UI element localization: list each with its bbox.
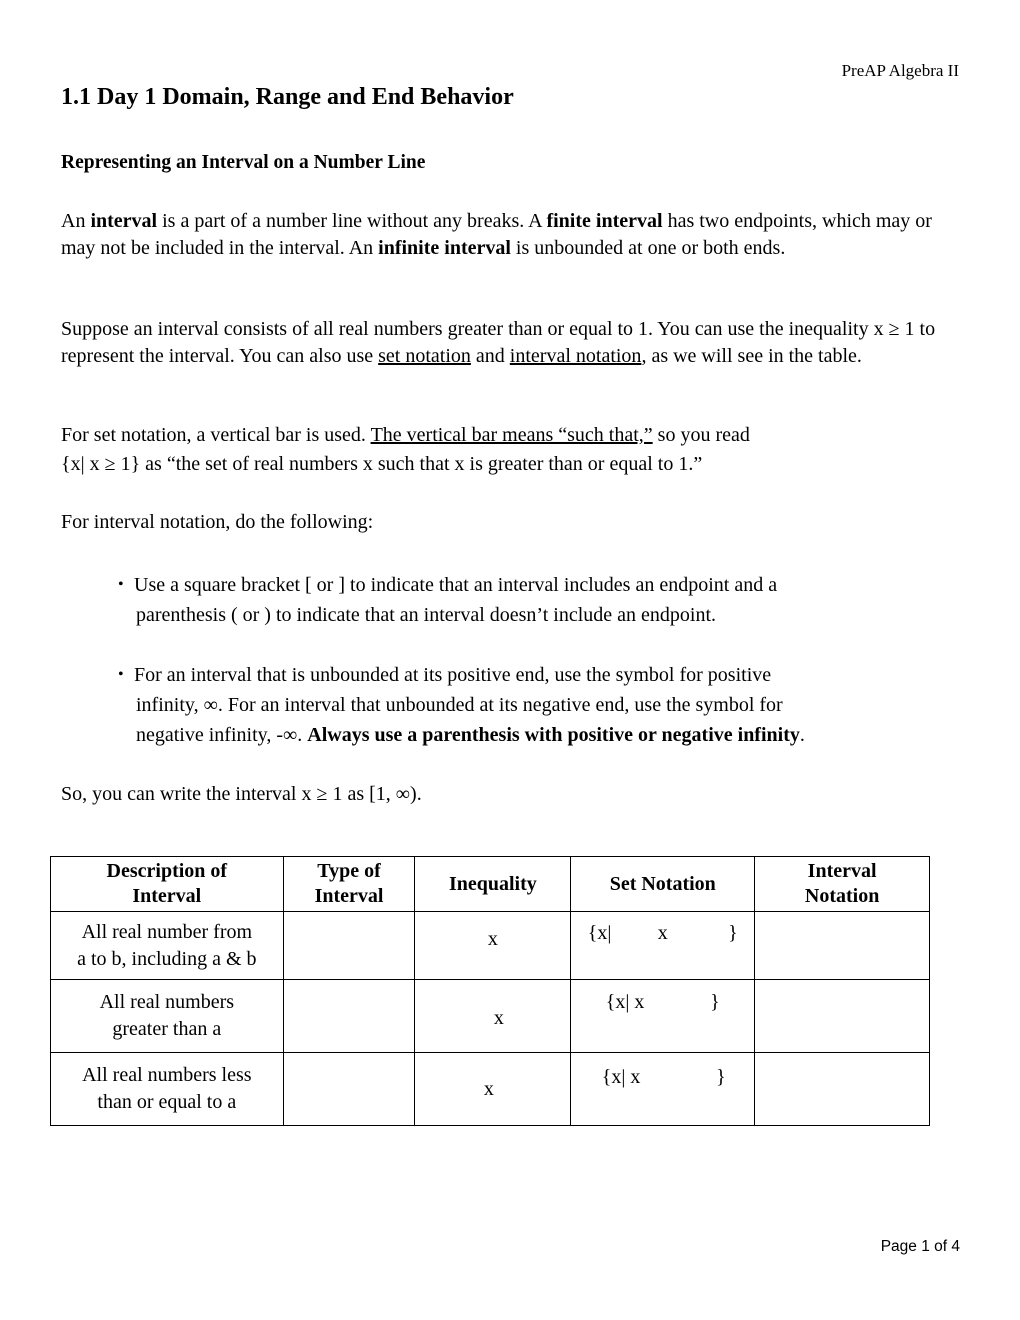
cell-set-notation: {x| x } (571, 980, 755, 1053)
cell-set-notation: {x| x } (571, 912, 755, 980)
text: An (61, 210, 91, 232)
interval-notation-table (50, 856, 930, 1126)
cell-type-blank (283, 912, 415, 980)
bullet-icon: • (118, 666, 124, 683)
cell-description: All real number from a to b, including a & b (51, 912, 284, 980)
cell-type-blank (283, 980, 415, 1053)
example-paragraph (61, 316, 961, 370)
text: , as we will see in the table. (641, 345, 862, 367)
term-set-notation: set notation (378, 345, 471, 367)
bullet-icon: • (118, 576, 124, 593)
set-notation-example: {x| x ≥ 1} as “the set of real numbers x such that x is greater than or equal to 1.” (61, 453, 703, 475)
cell-set-notation: {x| x } (571, 1053, 755, 1126)
text: is unbounded at one or both ends. (510, 237, 786, 259)
cell-interval-notation-blank (755, 912, 930, 980)
page-number: Page 1 of 4 (880, 1238, 960, 1255)
text: For set notation, a vertical bar is used. (61, 424, 371, 446)
text: so you read (652, 424, 750, 446)
page-title: 1.1 Day 1 Domain, Range and End Behavior (61, 84, 514, 110)
set-notation-paragraph (61, 421, 961, 479)
header-inequality: Inequality (415, 857, 571, 912)
term-interval: interval (90, 210, 158, 232)
interval-example-sentence: So, you can write the interval x ≥ 1 as [1, ∞). (61, 783, 422, 805)
bullet-infinity (118, 660, 918, 750)
header-description: Description of Interval (51, 857, 284, 912)
course-header: PreAP Algebra II (841, 61, 959, 80)
cell-interval-notation-blank (755, 980, 930, 1053)
cell-inequality: x (415, 980, 571, 1053)
text: parenthesis ( or ) to indicate that an interval doesn’t include an endpoint. (136, 604, 717, 626)
text: . (799, 724, 805, 746)
text: is a part of a number line without any breaks. A (157, 210, 547, 232)
table-row (51, 1053, 930, 1126)
cell-inequality: x (415, 1053, 571, 1126)
text: For an interval that is unbounded at its positive end, use the symbol for positive (134, 664, 772, 686)
table-header-row (51, 857, 930, 912)
header-type: Type of Interval (283, 857, 415, 912)
table-row (51, 912, 930, 980)
interval-definition-paragraph (61, 208, 961, 262)
text: infinity, ∞. For an interval that unbounded at its negative end, use the symbol for (136, 694, 783, 716)
bullet-brackets (118, 570, 918, 630)
text: and (470, 345, 510, 367)
cell-inequality: x (415, 912, 571, 980)
text: Suppose an interval consists of all real numbers greater than or equal to 1. You can use the inequality x ≥ 1 to represent the interval. You can also use (61, 318, 936, 367)
text: Use a square bracket [ or ] to indicate that an interval includes an endpoint and a (134, 574, 778, 596)
text: negative infinity, -∞. (136, 724, 308, 746)
term-interval-notation: interval notation (509, 345, 642, 367)
cell-description: All real numbers greater than a (51, 980, 284, 1053)
table-row (51, 980, 930, 1053)
infinity-rule: Always use a parenthesis with positive or negative infinity (307, 724, 800, 746)
cell-description: All real numbers less than or equal to a (51, 1053, 284, 1126)
vertical-bar-explanation: The vertical bar means “such that,” (370, 424, 653, 446)
header-set-notation: Set Notation (571, 857, 755, 912)
cell-type-blank (283, 1053, 415, 1126)
term-infinite-interval: infinite interval (378, 237, 511, 259)
section-heading: Representing an Interval on a Number Line (61, 152, 426, 173)
term-finite-interval: finite interval (546, 210, 663, 232)
cell-interval-notation-blank (755, 1053, 930, 1126)
header-interval-notation: Interval Notation (755, 857, 930, 912)
text: has two endpoints, which may or may not be included in the interval. An (61, 210, 932, 259)
interval-notation-intro: For interval notation, do the following: (61, 511, 374, 533)
